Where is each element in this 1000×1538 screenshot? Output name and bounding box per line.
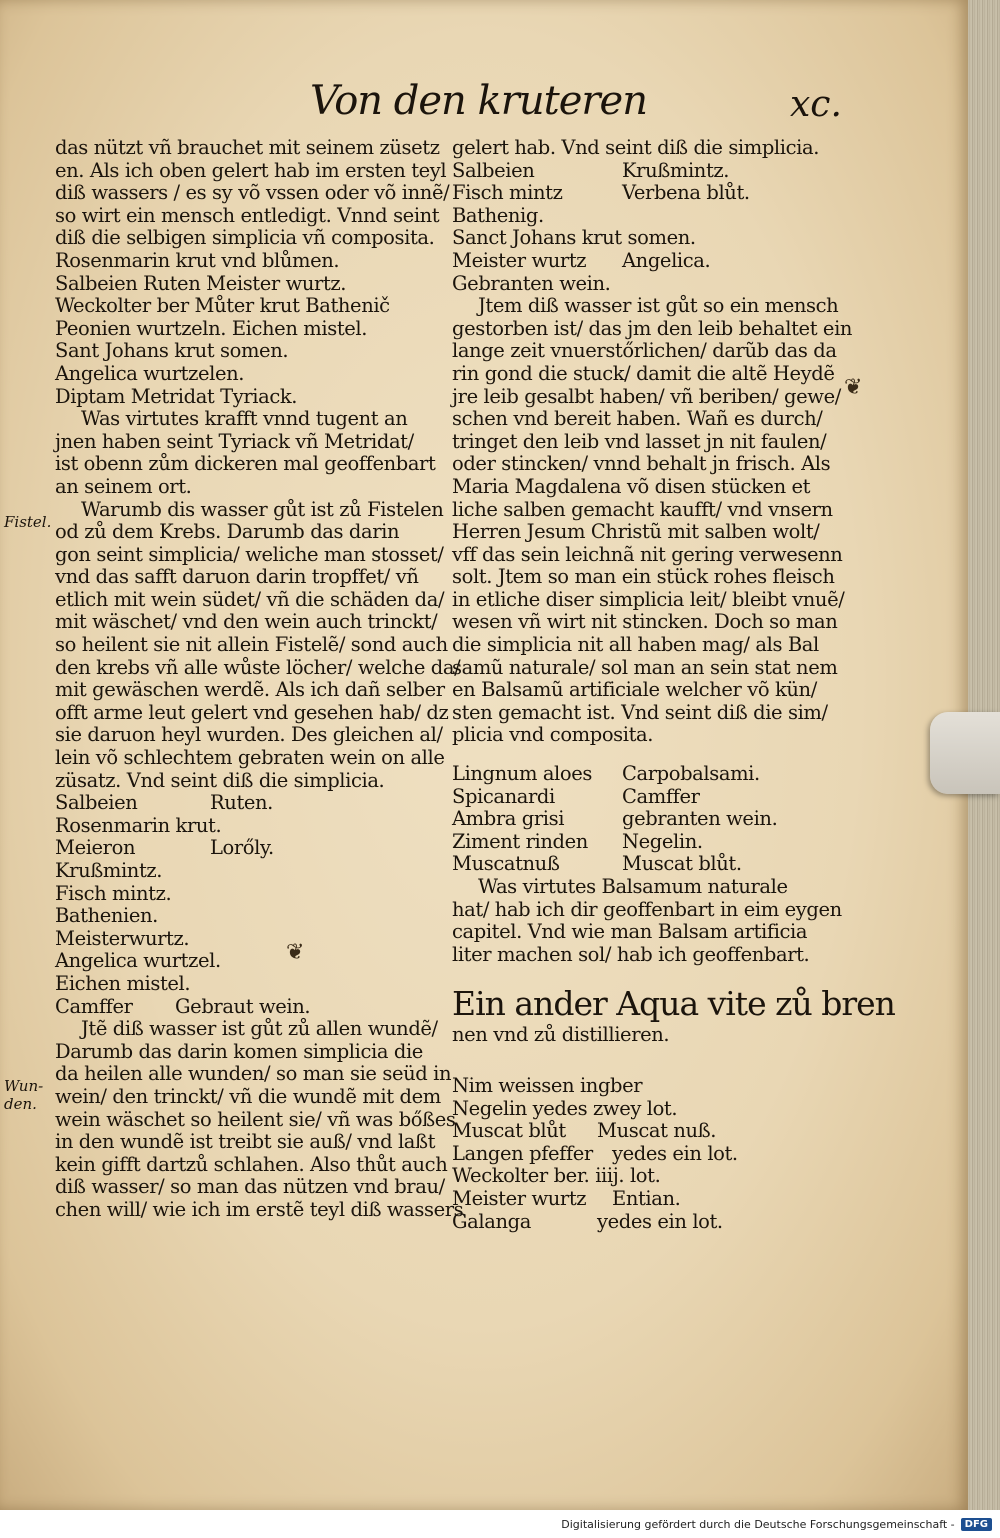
text-line: tringet den leib vnd lasset jn nit faulen/ (452, 429, 827, 453)
ingredient-line: Peonien wurtzeln. Eichen mistel. (55, 316, 368, 340)
ingredient-row (452, 227, 830, 250)
ingredient: Carpobalsami. (622, 762, 760, 786)
text-line: die simplicia nit all haben mag/ als Bal (452, 633, 819, 657)
ingredient-line: Diptam Metridat Tyriack. (55, 384, 298, 408)
ingredient: Gebraut wein. (175, 994, 311, 1018)
dfg-logo: DFG (961, 1518, 992, 1531)
recipe-row (452, 1143, 830, 1166)
text-line: diß die selbigen simplicia vñ composita. (55, 226, 435, 250)
margin-note-fistel: Fistel. (4, 513, 52, 531)
text-line: sie daruon heyl wurden. Des gleichen al/ (55, 723, 443, 747)
text-line: liter machen sol/ hab ich geoffenbart. (452, 942, 810, 966)
fleuron-ornament-right: ❦ (844, 375, 863, 400)
text-line: plicia vnd composita. (452, 723, 654, 747)
text-line: gon seint simplicia/ weliche man stosset/ (55, 542, 444, 566)
ingredient: Camffer (55, 994, 133, 1018)
ingredient: Muscat blůt. (622, 852, 742, 876)
ingredient: Krußmintz. (622, 158, 730, 182)
text-line: vnd das safft daruon darin tropffet/ vñ (55, 565, 419, 589)
ingredient: Eichen mistel. (55, 971, 191, 995)
ingredient: Ruten. (210, 791, 273, 815)
ingredient: Krußmintz. (55, 859, 163, 882)
text-line: an seinem ort. (55, 474, 192, 498)
ingredient-row (55, 950, 440, 973)
ingredient: Fisch mintz (452, 181, 563, 205)
text-line: da heilen alle wunden/ so man sie seüd in (55, 1062, 452, 1086)
text-line: jnen haben seint Tyriack vñ Metridat/ (55, 429, 414, 453)
text-line: züsatz. Vnd seint diß die simplicia. (55, 768, 385, 792)
text-line: Warumb dis wasser gůt ist zů Fistelen (81, 497, 444, 521)
text-line: ist obenn zům dickeren mal geoffenbart (55, 452, 436, 476)
ingredient-row (452, 763, 830, 786)
ingredient: Spicanardi (452, 784, 555, 808)
funding-credit: Digitalisierung gefördert durch die Deutsche Forschungsgemeinschaft - (561, 1517, 955, 1531)
text-line: en. Als ich oben gelert hab im ersten teyl (55, 158, 447, 182)
ingredient-row (55, 996, 440, 1019)
text-line: od zů dem Krebs. Darumb das darin (55, 520, 400, 544)
recipe-row (452, 1211, 830, 1234)
text-line: oder stincken/ vnnd behalt jn frisch. Als (452, 452, 831, 476)
text-line: Was virtutes krafft vnnd tugent an (81, 407, 408, 431)
page-clip (930, 712, 1000, 794)
recipe-row (452, 1075, 830, 1098)
ingredient: Lorőly. (210, 836, 274, 860)
ingredient: Muscatnuß (452, 852, 560, 876)
text-line: chen will/ wie ich im erstẽ teyl diß wassers (55, 1197, 464, 1221)
recipe-row (452, 1120, 830, 1143)
ingredient: Rosenmarin krut. (55, 813, 222, 837)
text-line: hat/ hab ich dir geoffenbart in eim eygen (452, 897, 842, 921)
ingredient: Weckolter ber. iiij. lot. (452, 1164, 661, 1188)
text-line: Jtem diß wasser ist gůt so ein mensch (478, 294, 839, 318)
ingredient: Negelin. (622, 829, 703, 853)
text-line: gestorben ist/ das jm den leib behaltet ein (452, 316, 853, 340)
ingredient-row (55, 837, 440, 860)
text-line: samũ naturale/ sol man an sein stat nem (452, 655, 838, 679)
ingredient: Langen pfeffer (452, 1141, 593, 1165)
text-line: solt. Jtem so man ein stück rohes fleisch (452, 565, 835, 589)
ingredient: Camffer (622, 784, 700, 808)
ingredient: Ziment rinden (452, 829, 588, 853)
section-heading: Ein ander Aqua vite zů bren (452, 984, 895, 1024)
running-head: Von den kruteren (310, 78, 647, 124)
ingredient-line: Rosenmarin krut vnd blůmen. (55, 248, 340, 272)
margin-note-wunden-2: den. (4, 1095, 37, 1113)
text-line: en Balsamũ artificiale welcher võ kün/ (452, 678, 817, 702)
margin-note-wunden-1: Wun- (4, 1077, 44, 1095)
text-line: jre leib gesalbt haben/ vñ beriben/ gewe/ (452, 384, 841, 408)
text-line: wesen vñ wirt nit stincken. Doch so man (452, 610, 838, 634)
right-column (452, 136, 895, 1233)
ingredient-row (452, 808, 830, 831)
ingredient-row (55, 792, 440, 815)
left-column (55, 136, 464, 1222)
ingredient: Ambra grisi (452, 807, 565, 831)
text-line: vff das sein leichnã nit gering verwesenn (452, 542, 843, 566)
ingredient-row (452, 250, 830, 273)
text-line: schen vnd bereit haben. Wañ es durch/ (452, 407, 823, 431)
ingredient-row (452, 786, 830, 809)
ingredient: Nim weissen ingber (452, 1073, 643, 1097)
ingredient: Entian. (612, 1186, 681, 1210)
text-line: sten gemacht ist. Vnd seint diß die sim/ (452, 700, 828, 724)
ingredient: Meisterwurtz. (55, 926, 190, 950)
ingredient: Verbena blůt. (622, 181, 750, 205)
text-line: Darumb das darin komen simplicia die (55, 1039, 423, 1063)
text-line: mit gewäschen werdẽ. Als ich dañ selber (55, 678, 445, 702)
ingredient: Meieron (55, 836, 136, 860)
ingredient: Angelica wurtzel. (55, 949, 221, 973)
ingredient-row (55, 815, 440, 838)
ingredient: Meister wurtz (452, 248, 587, 272)
ingredient-line: Sant Johans krut somen. (55, 339, 289, 363)
ingredient-row (55, 928, 440, 951)
text-line: Was virtutes Balsamum naturale (478, 875, 788, 898)
folio-number: xc. (790, 84, 842, 125)
ingredient: gebranten wein. (622, 807, 778, 831)
text-line: rin gond die stuck/ damit die altẽ Heydẽ (452, 361, 835, 385)
ingredient-row (55, 883, 440, 906)
ingredient: Negelin yedes zwey lot. (452, 1096, 678, 1120)
text-line: so heilent sie nit allein Fistelẽ/ sond auch (55, 633, 448, 657)
ingredient-row (452, 160, 830, 183)
text-line: diß wassers / es sy võ vssen oder võ innẽ/ (55, 181, 450, 205)
text-line: kein gifft dartzů schlahen. Also thůt auch (55, 1152, 448, 1176)
text-line: capitel. Vnd wie man Balsam artificia (452, 920, 808, 944)
ingredient: Muscat nuß. (597, 1119, 717, 1143)
text-line: offt arme leut gelert vnd gesehen hab/ dz (55, 700, 449, 724)
ingredient-row (55, 860, 440, 883)
text-line: gelert hab. Vnd seint diß die simplicia. (452, 136, 819, 159)
text-line: lein võ schlechtem gebraten wein on alle (55, 746, 445, 770)
ingredient-row (452, 182, 830, 205)
ingredient: Gebranten wein. (452, 271, 611, 295)
ingredient: Salbeien (452, 158, 535, 182)
text-line: Maria Magdalena võ disen stücken et (452, 474, 811, 498)
text-line: wein/ den trinckt/ vñ die wundẽ mit dem (55, 1084, 441, 1108)
text-line: in etliche diser simplicia leit/ bleibt vnuẽ/ (452, 587, 845, 611)
ingredient: Lingnum aloes (452, 762, 592, 786)
digitization-footer (0, 1510, 1000, 1538)
ingredient: Bathenien. (55, 904, 158, 928)
ingredient-row (452, 853, 830, 876)
ingredient: Bathenig. (452, 203, 544, 227)
recipe-row (452, 1188, 830, 1211)
ingredient-row (452, 831, 830, 854)
section-heading-continuation: nen vnd zů distillieren. (452, 1023, 670, 1047)
ingredient-line: Weckolter ber Můter krut Bathenič (55, 294, 390, 318)
ingredient: yedes ein lot. (597, 1209, 723, 1233)
ingredient: Muscat blůt (452, 1119, 566, 1143)
ingredient: Meister wurtz (452, 1186, 587, 1210)
recipe-row (452, 1098, 830, 1121)
ingredient-row (55, 905, 440, 928)
text-line: in den wundẽ ist treibt sie auß/ vnd laßt (55, 1130, 436, 1154)
text-line: Herren Jesum Christũ mit salben wolt/ (452, 520, 820, 544)
ingredient: Angelica. (622, 248, 711, 272)
ingredient: Salbeien (55, 791, 138, 815)
recipe-row (452, 1165, 830, 1188)
text-line: etlich mit wein südet/ vñ die schäden da/ (55, 587, 445, 611)
text-line: liche salben gemacht kaufft/ vnd vnsern (452, 497, 833, 521)
ingredient-line: Salbeien Ruten Meister wurtz. (55, 271, 347, 295)
fleuron-ornament-left: ❦ (286, 940, 305, 965)
ingredient-row (452, 205, 830, 228)
text-line: so wirt ein mensch entledigt. Vnnd seint (55, 203, 440, 227)
text-line: wein wäschet so heilent sie/ vñ was bőßes (55, 1107, 456, 1131)
text-line: den krebs vñ alle wůste löcher/ welche da/ (55, 655, 461, 679)
ingredient-line: Angelica wurtzelen. (55, 361, 245, 385)
ingredient-row (452, 273, 830, 296)
text-line: diß wasser/ so man das nützen vnd brau/ (55, 1175, 445, 1199)
ingredient-row (55, 973, 440, 996)
text-line: mit wäschet/ vnd den wein auch trinckt/ (55, 610, 438, 634)
ingredient: Sanct Johans krut somen. (452, 226, 696, 250)
text-line: Jtẽ diß wasser ist gůt zů allen wundẽ/ (81, 1017, 438, 1041)
ingredient: Galanga (452, 1209, 531, 1233)
text-line: lange zeit vnuerstőrlichen/ darũb das da (452, 339, 837, 363)
ingredient: yedes ein lot. (612, 1141, 738, 1165)
text-line: das nützt vñ brauchet mit seinem züsetz (55, 136, 440, 159)
ingredient: Fisch mintz. (55, 881, 172, 905)
